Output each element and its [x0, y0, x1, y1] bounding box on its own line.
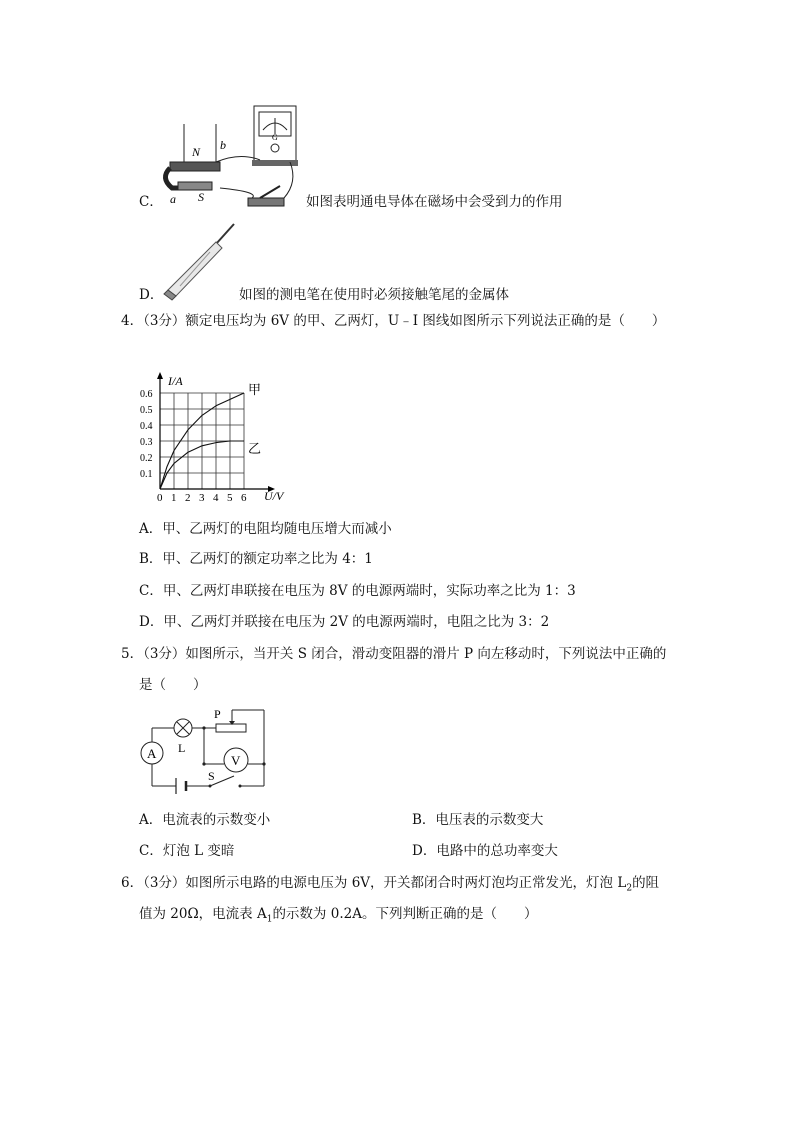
voltmeter-label: V	[231, 753, 241, 768]
slider-label: P	[214, 707, 221, 721]
switch-label: S	[208, 769, 215, 783]
q4-stem: 4．（3分）额定电压均为 6V 的甲、乙两灯，U﹣I 图线如图所示下列说法正确的是（ ）	[121, 313, 666, 329]
q5-stem-line1: 5．（3分）如图所示，当开关 S 闭合，滑动变阻器的滑片 P 向左移动时，下列说法中正确的	[121, 646, 667, 662]
series-label-0: 甲	[248, 382, 262, 397]
magnet-n-label: N	[192, 145, 201, 159]
series-label-1: 乙	[248, 441, 262, 456]
x-tick-label: 3	[199, 492, 205, 504]
x-tick-label: 2	[185, 492, 191, 504]
q5-option-b: B．电压表的示数变大	[412, 812, 544, 828]
y-tick-label: 0.5	[140, 405, 153, 416]
q6-stem-line2: 值为 20Ω，电流表 $A_1$的示数为 0.2A。下列判断正确的是（ ）	[139, 906, 538, 925]
option-c-text: 如图表明通电导体在磁场中会受到力的作用	[306, 194, 563, 210]
x-tick-label: 4	[213, 492, 219, 504]
x-tick-label: 0	[157, 492, 163, 504]
q5-stem-line2: 是（ ）	[139, 677, 207, 693]
option-c-letter: C．	[139, 194, 163, 210]
x-tick-label: 1	[171, 492, 177, 504]
y-tick-label: 0.4	[140, 421, 153, 432]
ammeter-label: A	[147, 746, 157, 761]
x-tick-label: 5	[227, 492, 233, 504]
q5-option-d: D．电路中的总功率变大	[412, 843, 558, 859]
q4-option-a: A．甲、乙两灯的电阻均随电压增大而减小	[139, 521, 392, 537]
q4-option-d: D．甲、乙两灯并联接在电压为 2V 的电源两端时，电阻之比为 3：2	[139, 614, 550, 630]
lamp-label: L	[178, 741, 186, 755]
y-tick-label: 0.3	[140, 437, 153, 448]
magnet-galvanometer-figure	[160, 102, 300, 210]
circuit-diagram	[136, 700, 270, 794]
y-axis-label: I/A	[168, 374, 183, 388]
q5-option-c: C．灯泡 L 变暗	[139, 843, 235, 859]
y-tick-label: 0.2	[140, 453, 153, 464]
option-d-letter: D．	[139, 287, 164, 303]
q5-option-a: A．电流表的示数变小	[139, 812, 271, 828]
q4-option-c: C．甲、乙两灯串联接在电压为 8V 的电源两端时，实际功率之比为 1：3	[139, 583, 576, 599]
y-tick-label: 0.1	[140, 469, 153, 480]
x-axis-label: U/V	[264, 489, 284, 503]
y-tick-label: 0.6	[140, 389, 153, 400]
wire-b-label: b	[220, 138, 226, 152]
x-tick-label: 6	[241, 492, 247, 504]
ui-chart	[138, 372, 298, 504]
test-pen-icon	[160, 222, 240, 302]
magnet-s-label: S	[198, 190, 204, 204]
q4-option-b: B．甲、乙两灯的额定功率之比为 4：1	[139, 551, 373, 567]
q6-stem-line1: 6．（3分）如图所示电路的电源电压为 6V，开关都闭合时两灯泡均正常发光，灯泡 $L_2$的阻	[121, 875, 660, 894]
wire-a-label: a	[170, 192, 176, 206]
option-d-text: 如图的测电笔在使用时必须接触笔尾的金属体	[239, 287, 509, 303]
galvanometer-g-label: G	[272, 133, 278, 142]
